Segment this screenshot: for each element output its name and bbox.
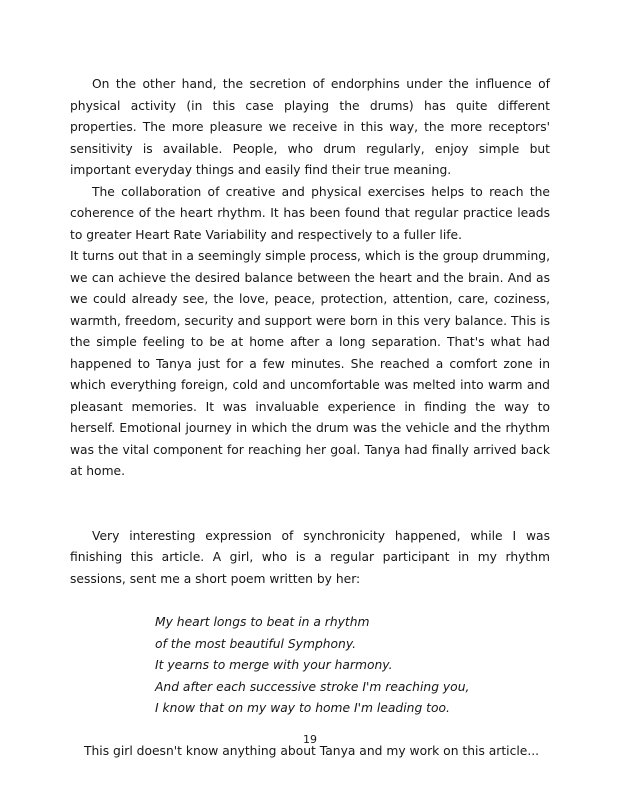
page-body: [70, 74, 550, 762]
poem-block: [70, 612, 550, 720]
page-number: 19: [303, 733, 317, 746]
poem-line: My heart longs to beat in a rhythm: [155, 615, 370, 629]
paragraph-gap: [70, 483, 550, 526]
poem-line: of the most beautiful Symphony.: [155, 636, 357, 651]
poem-spacer-top: [70, 590, 550, 612]
poem-line: I know that on my way to home I'm leading too.: [155, 701, 450, 715]
paragraph-synchronicity: Very interesting expression of synchronicity happened, while I was finishing this article. A girl, who is a regular participant in my rhythm sessions, sent me a short poem written by her:: [70, 528, 550, 586]
poem-line: And after each successive stroke I'm reaching you,: [155, 679, 470, 694]
poem-line: It yearns to merge with your harmony.: [155, 658, 393, 672]
paragraph-group-drumming: It turns out that in a seemingly simple process, which is the group drumming, we can achieve the desired balance between the heart and the brain. And as we could already see, the love, peace, protection, attention, care, coziness, warmth, freedom, security and support were born in this very balance. This is the simple feeling to be at home after a long separation. That's what had happened to Tanya just for a few minutes. She reached a comfort zone in which everything foreign, cold and uncomfortable was melted into warm and pleasant memories. It was invaluable experience in finding the way to herself. Emotional journey in which the drum was the vehicle and the rhythm was the vital component for reaching her goal. Tanya had finally arrived back at home.: [70, 249, 550, 478]
paragraph-collaboration: The collaboration of creative and physical exercises helps to reach the coherence of the heart rhythm. It has been found that regular practice leads to greater Heart Rate Variability and respectively to a fuller life.: [70, 184, 550, 242]
closing-line: This girl doesn't know anything about Tanya and my work on this article...: [84, 743, 540, 758]
paragraph-endorphins: On the other hand, the secretion of endorphins under the influence of physical activity (in this case playing the drums) has quite different properties. The more pleasure we receive in this way, the more receptors' sensitivity is available. People, who drum regularly, enjoy simple but important everyday things and easily find their true meaning.: [70, 77, 550, 177]
